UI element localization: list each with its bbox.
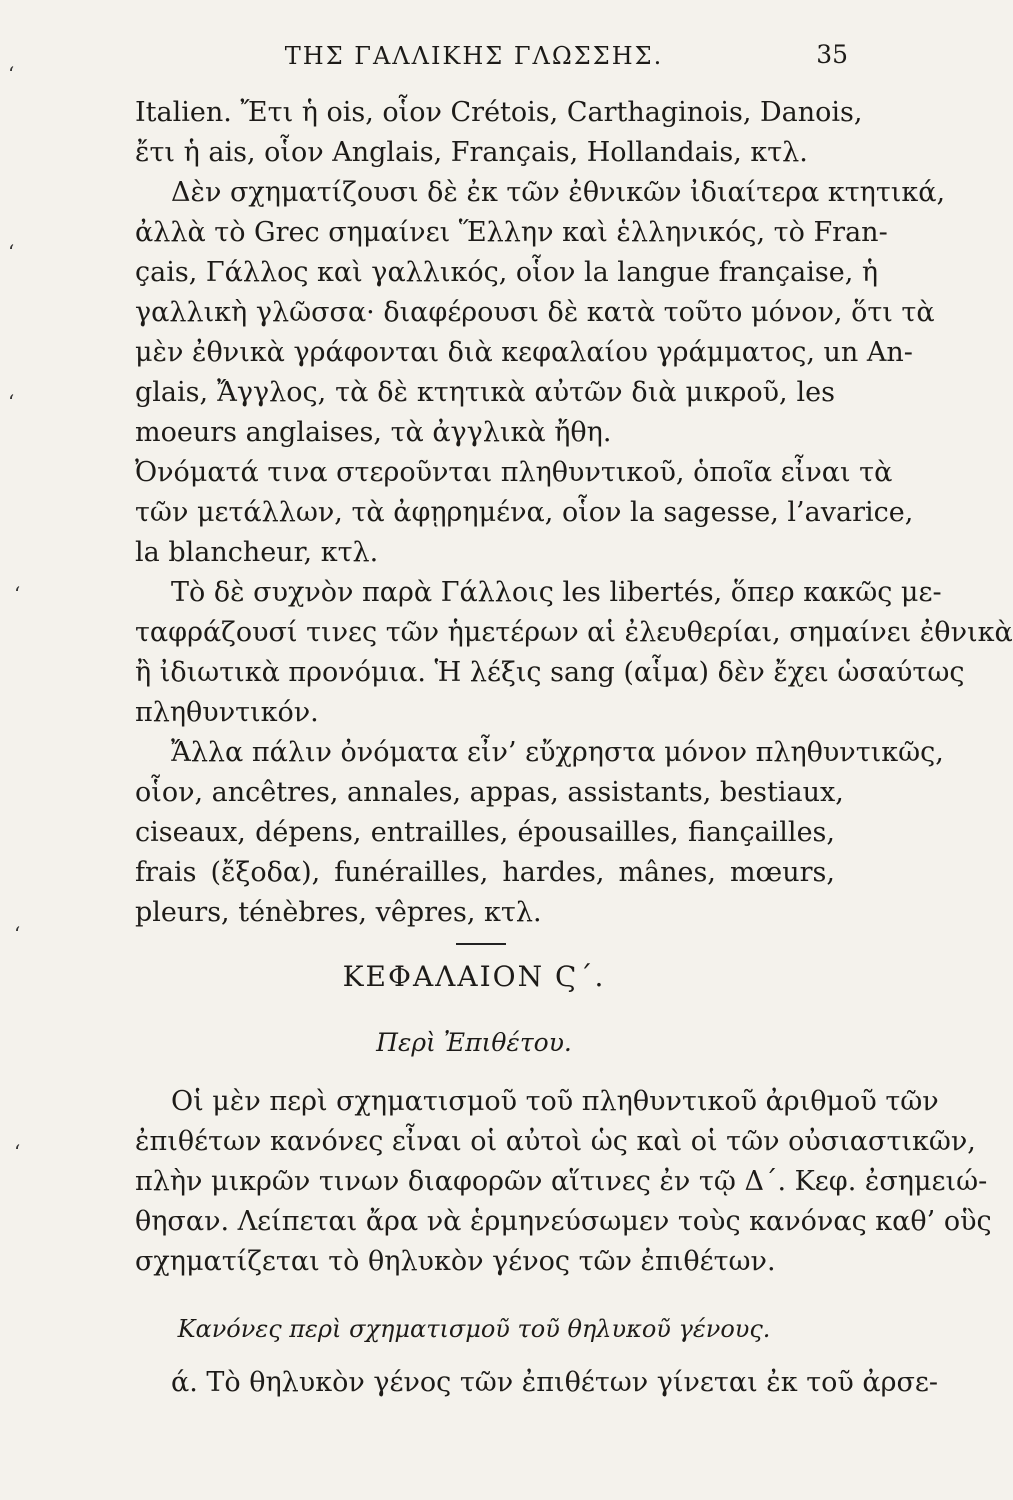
text-line: μὲν ἐθνικὰ γράφονται διὰ κεφαλαίου γράμματος, un An-	[135, 337, 913, 368]
margin-mark: ‘	[14, 582, 21, 606]
text-line: pleurs, ténèbres, vêpres, κτλ.	[135, 897, 542, 928]
text-line: ταφράζουσί τινες τῶν ἡμετέρων αἱ ἐλευθερίαι, σημαίνει ἐθνικὰ	[135, 617, 1013, 648]
page-number: 35	[816, 40, 848, 69]
text-line: Οἱ μὲν περὶ σχηματισμοῦ τοῦ πληθυντικοῦ ἀριθμοῦ τῶν	[171, 1086, 939, 1117]
chapter-subtitle: Περὶ Ἐπιθέτου.	[376, 1028, 572, 1057]
text-line: γαλλικὴ γλῶσσα· διαφέρουσι δὲ κατὰ τοῦτο μόνον, ὅτι τὰ	[135, 297, 935, 328]
margin-mark: ‘	[14, 1140, 21, 1164]
text-line: ἐπιθέτων κανόνες εἶναι οἱ αὐτοὶ ὡς καὶ οἱ τῶν οὐσιαστικῶν,	[135, 1126, 976, 1157]
margin-mark: ‘	[8, 240, 15, 264]
text-line: θησαν. Λείπεται ἄρα νὰ ἑρμηνεύσωμεν τοὺς κανόνας καθ’ οὓς	[135, 1206, 992, 1237]
margin-mark: ‘	[8, 390, 15, 414]
text-line: Ὀνόματά τινα στεροῦνται πληθυντικοῦ, ὁποῖα εἶναι τὰ	[135, 457, 893, 488]
text-line: πλὴν μικρῶν τινων διαφορῶν αἵτινες ἐν τῷ Δ΄. Κεφ. ἐσημειώ-	[135, 1166, 988, 1197]
margin-mark: ‘	[14, 922, 21, 946]
margin-mark: ‘	[8, 62, 15, 86]
text-line: la blancheur, κτλ.	[135, 537, 379, 568]
text-line: τῶν μετάλλων, τὰ ἀφῃρημένα, οἷον la sagesse, l’avarice,	[135, 497, 914, 528]
running-title: ΤΗΣ ΓΑΛΛΙΚΗΣ ΓΛΩΣΣΗΣ.	[284, 42, 664, 70]
text-line: ἀλλὰ τὸ Grec σημαίνει Ἕλλην καὶ ἑλληνικός, τὸ Fran-	[135, 217, 888, 248]
text-line: ἔτι ἡ ais, οἷον Anglais, Français, Hollandais, κτλ.	[135, 137, 808, 168]
text-line: ἢ ἰδιωτικὰ προνόμια. Ἡ λέξις sang (αἷμα) δὲν ἔχει ὡσαύτως	[135, 657, 965, 688]
page-header	[0, 38, 948, 78]
text-line: σχηματίζεται τὸ θηλυκὸν γένος τῶν ἐπιθέτων.	[135, 1246, 776, 1277]
text-line: Ἄλλα πάλιν ὀνόματα εἶν’ εὔχρηστα μόνον πληθυντικῶς,	[171, 737, 944, 768]
text-line: ciseaux, dépens, entrailles, épousailles, fiançailles,	[135, 817, 835, 848]
text-line: Italien. Ἔτι ἡ ois, οἷον Crétois, Carthaginois, Danois,	[135, 97, 863, 128]
text-line: frais (ἔξοδα), funérailles, hardes, mânes, mœurs,	[135, 857, 835, 888]
text-line: Τὸ δὲ συχνὸν παρὰ Γάλλοις les libertés, ὅπερ κακῶς με-	[171, 577, 942, 608]
section-rule	[456, 943, 506, 945]
text-line: πληθυντικόν.	[135, 697, 319, 728]
chapter-title: ΚΕΦΑΛΑΙΟΝ Ϛ΄.	[342, 960, 606, 993]
rules-heading: Κανόνες περὶ σχηματισμοῦ τοῦ θηλυκοῦ γένους.	[177, 1315, 771, 1343]
text-line: çais, Γάλλος καὶ γαλλικός, οἷον la langue française, ἡ	[135, 257, 879, 288]
text-line: ά. Τὸ θηλυκὸν γένος τῶν ἐπιθέτων γίνεται ἐκ τοῦ ἀρσε-	[171, 1367, 939, 1398]
text-line: moeurs anglaises, τὰ ἀγγλικὰ ἤθη.	[135, 417, 612, 448]
text-line: glais, Ἄγγλος, τὰ δὲ κτητικὰ αὐτῶν διὰ μικροῦ, les	[135, 377, 835, 408]
text-line: οἷον, ancêtres, annales, appas, assistants, bestiaux,	[135, 777, 844, 808]
text-line: Δὲν σχηματίζουσι δὲ ἐκ τῶν ἐθνικῶν ἰδιαίτερα κτητικά,	[171, 177, 946, 208]
